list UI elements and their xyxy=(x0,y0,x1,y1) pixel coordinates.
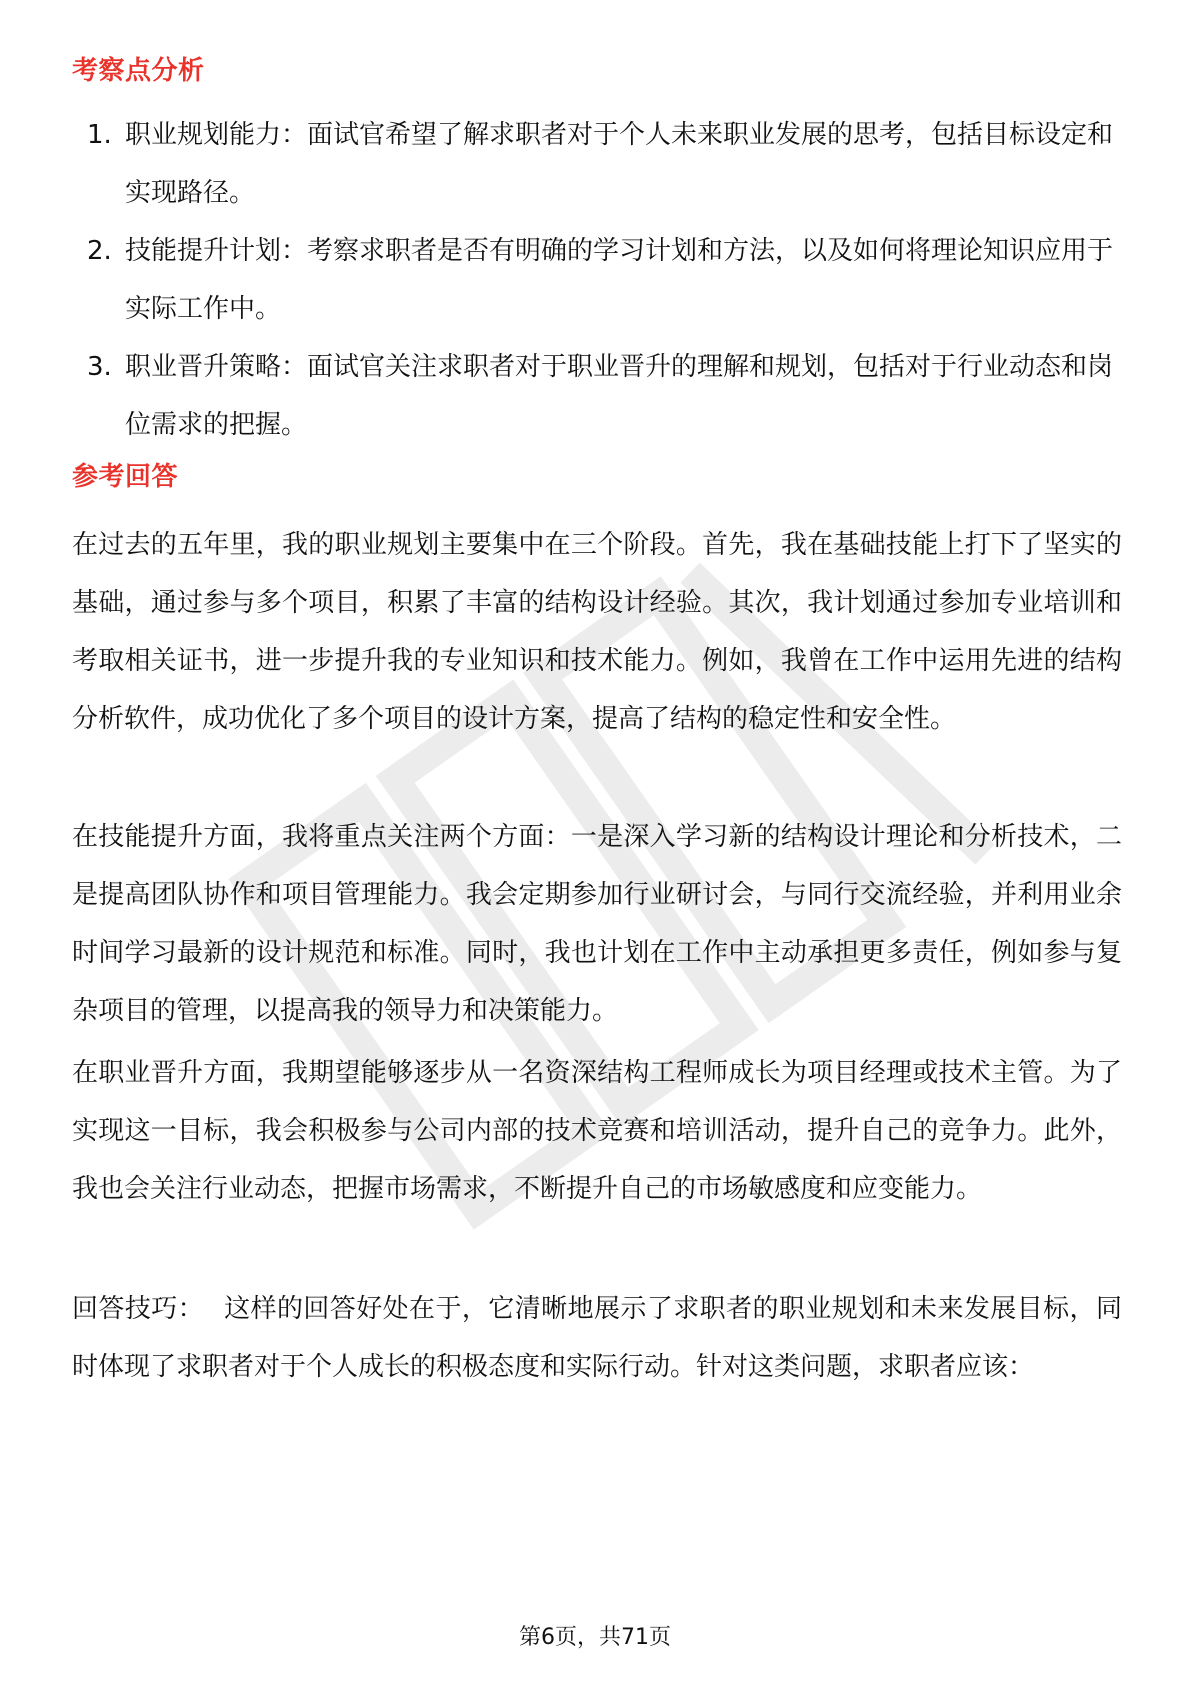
analysis-section-title: 考察点分析 xyxy=(72,56,205,86)
answer-tips xyxy=(72,1280,1122,1396)
list-item-text: 职业晋升策略：面试官关注求职者对于职业晋升的理解和规划，包括对于行业动态和岗位需求的把握。 xyxy=(125,352,1114,440)
page-footer xyxy=(0,1620,1190,1651)
list-item-number: 1. xyxy=(87,120,112,150)
answer-paragraph-1: 在过去的五年里，我的职业规划主要集中在三个阶段。首先，我在基础技能上打下了坚实的基础，通过参与多个项目，积累了丰富的结构设计经验。其次，我计划通过参加专业培训和考取相关证书，进一步提升我的专业知识和技术能力。例如，我曾在工作中运用先进的结构分析软件，成功优化了多个项目的设计方案，提高了结构的稳定性和安全性。 xyxy=(72,530,1122,734)
answer-section-title: 参考回答 xyxy=(72,462,179,492)
answer-paragraph-2: 在技能提升方面，我将重点关注两个方面：一是深入学习新的结构设计理论和分析技术，二是提高团队协作和项目管理能力。我会定期参加行业研讨会，与同行交流经验，并利用业余时间学习最新的设计规范和标准。同时，我也计划在工作中主动承担更多责任，例如参与复杂项目的管理，以提高我的领导力和决策能力。 xyxy=(72,822,1122,1026)
page-number: 第6页，共71页 xyxy=(519,1625,671,1650)
list-item xyxy=(72,338,1122,454)
list-item xyxy=(72,222,1122,338)
answer-paragraph-3: 在职业晋升方面，我期望能够逐步从一名资深结构工程师成长为项目经理或技术主管。为了实现这一目标，我会积极参与公司内部的技术竞赛和培训活动，提升自己的竞争力。此外，我也会关注行业动态，把握市场需求，不断提升自己的市场敏感度和应变能力。 xyxy=(72,1058,1122,1204)
list-item xyxy=(72,106,1122,222)
analysis-list xyxy=(72,106,1122,454)
tips-label: 回答技巧： xyxy=(72,1294,205,1324)
list-item-text: 技能提升计划：考察求职者是否有明确的学习计划和方法，以及如何将理论知识应用于实际工作中。 xyxy=(125,236,1114,324)
list-item-number: 3. xyxy=(87,352,112,382)
tips-text: 这样的回答好处在于，它清晰地展示了求职者的职业规划和未来发展目标，同时体现了求职者对于个人成长的积极态度和实际行动。针对这类问题，求职者应该： xyxy=(72,1294,1122,1382)
list-item-number: 2. xyxy=(87,236,112,266)
list-item-text: 职业规划能力：面试官希望了解求职者对于个人未来职业发展的思考，包括目标设定和实现路径。 xyxy=(125,120,1114,208)
